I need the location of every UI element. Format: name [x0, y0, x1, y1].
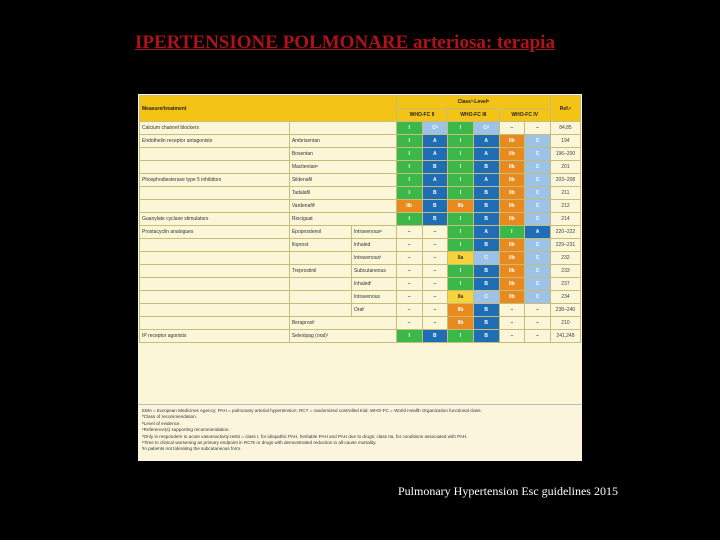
class-cell: I — [448, 330, 474, 343]
class-cell: – — [396, 317, 422, 330]
level-cell: B — [473, 278, 499, 291]
class-cell: IIb — [499, 200, 525, 213]
measure-cell — [140, 317, 290, 330]
header-measure: Measure/treatment — [140, 96, 397, 122]
route-cell: Subcutaneous — [351, 265, 396, 278]
ref-cell: 212 — [550, 200, 580, 213]
table-footnotes — [138, 404, 582, 461]
level-cell: – — [422, 265, 448, 278]
recommendation-table-image — [138, 94, 582, 461]
level-cell: – — [422, 304, 448, 317]
class-cell: I — [448, 239, 474, 252]
class-cell: – — [499, 317, 525, 330]
level-cell: C — [525, 200, 551, 213]
table-row — [140, 252, 581, 265]
class-cell: I — [499, 226, 525, 239]
level-cell: B — [473, 213, 499, 226]
level-cell: B — [422, 200, 448, 213]
class-cell: – — [396, 226, 422, 239]
ref-cell: 238–240 — [550, 304, 580, 317]
slide-caption: Pulmonary Hypertension Esc guidelines 2015 — [398, 484, 618, 498]
route-cell: Oralᶠ — [351, 304, 396, 317]
ref-cell: 232 — [550, 252, 580, 265]
measure-cell — [140, 148, 290, 161]
class-cell: I — [396, 187, 422, 200]
level-cell: A — [473, 226, 499, 239]
level-cell: C — [473, 252, 499, 265]
class-cell: IIb — [499, 278, 525, 291]
level-cell: B — [473, 161, 499, 174]
class-cell: I — [396, 122, 422, 135]
class-cell: – — [396, 278, 422, 291]
drug-cell: Treprostinil — [289, 265, 351, 278]
ref-cell: 220–222 — [550, 226, 580, 239]
route-cell: Inhaled — [351, 239, 396, 252]
level-cell: B — [422, 330, 448, 343]
level-cell: B — [473, 187, 499, 200]
class-cell: IIb — [499, 252, 525, 265]
level-cell: A — [422, 174, 448, 187]
level-cell: C — [525, 278, 551, 291]
ref-cell: 237 — [550, 278, 580, 291]
table-row — [140, 265, 581, 278]
drug-cell: Riociguat — [289, 213, 396, 226]
level-cell: C — [473, 291, 499, 304]
level-cell: – — [422, 226, 448, 239]
table-row — [140, 148, 581, 161]
level-cell: C — [525, 187, 551, 200]
table-row — [140, 213, 581, 226]
level-cell: – — [525, 304, 551, 317]
level-cell: A — [473, 174, 499, 187]
measure-cell — [140, 291, 290, 304]
class-cell: IIb — [499, 265, 525, 278]
drug-cell — [289, 278, 351, 291]
level-cell: B — [473, 317, 499, 330]
class-cell: – — [396, 252, 422, 265]
class-cell: IIb — [499, 187, 525, 200]
ref-cell: 211 — [550, 187, 580, 200]
class-cell: IIb — [499, 161, 525, 174]
ref-cell: 241,248 — [550, 330, 580, 343]
route-cell: Inhaledᶠ — [351, 278, 396, 291]
route-cell: Intravenousᵉ — [351, 226, 396, 239]
level-cell: – — [525, 122, 551, 135]
level-cell: B — [473, 265, 499, 278]
class-cell: I — [448, 265, 474, 278]
drug-cell: Ambrisentan — [289, 135, 396, 148]
table-row — [140, 304, 581, 317]
route-cell: Intravenous — [351, 291, 396, 304]
route-cell: Intravenousᶠ — [351, 252, 396, 265]
measure-cell — [140, 200, 290, 213]
slide-title: IPERTENSIONE POLMONARE arteriosa: terapia — [135, 32, 555, 53]
class-cell: I — [396, 213, 422, 226]
measure-cell: Phosphodiesterase type 5 inhibitors — [140, 174, 290, 187]
class-cell: I — [448, 213, 474, 226]
measure-cell — [140, 278, 290, 291]
drug-cell: Tadalafil — [289, 187, 396, 200]
ref-cell: 210 — [550, 317, 580, 330]
footnote: ᶜReference(s) supporting recommendation. — [142, 427, 230, 433]
ref-cell: 84,85 — [550, 122, 580, 135]
ref-cell: 233 — [550, 265, 580, 278]
class-cell: IIb — [499, 291, 525, 304]
level-cell: – — [422, 291, 448, 304]
level-cell: B — [422, 161, 448, 174]
header-fc-4: WHO-FC IV — [499, 109, 550, 122]
table-row — [140, 135, 581, 148]
measure-cell: Calcium channel blockers — [140, 122, 290, 135]
class-cell: IIa — [448, 252, 474, 265]
header-ref: Ref.ᶜ — [550, 96, 580, 122]
measure-cell — [140, 187, 290, 200]
footnote: ᵉTime to clinical worsening as primary endpoint in RCTs or drugs with demonstrated reduction in all-cause mortality. — [142, 440, 377, 446]
level-cell: A — [422, 135, 448, 148]
level-cell: A — [422, 148, 448, 161]
level-cell: C — [525, 135, 551, 148]
class-cell: IIb — [396, 200, 422, 213]
class-cell: IIb — [499, 148, 525, 161]
footnote: ᵇLevel of evidence. — [142, 420, 181, 426]
level-cell: C — [525, 161, 551, 174]
class-cell: IIb — [499, 135, 525, 148]
drug-cell — [289, 252, 351, 265]
level-cell: Cᵈ — [422, 122, 448, 135]
table-row — [140, 200, 581, 213]
drug-cell: Selexipag (oral)ᶠ — [289, 330, 396, 343]
table-row — [140, 174, 581, 187]
level-cell: B — [473, 239, 499, 252]
level-cell: C — [525, 239, 551, 252]
level-cell: – — [422, 239, 448, 252]
level-cell: A — [473, 135, 499, 148]
level-cell: B — [473, 330, 499, 343]
class-cell: I — [448, 226, 474, 239]
measure-cell: Endothelin receptor antagonists — [140, 135, 290, 148]
class-cell: I — [448, 161, 474, 174]
measure-cell — [140, 239, 290, 252]
ref-cell: 203–208 — [550, 174, 580, 187]
class-cell: – — [499, 330, 525, 343]
class-cell: I — [448, 122, 474, 135]
class-cell: I — [448, 135, 474, 148]
class-cell: IIb — [499, 239, 525, 252]
level-cell: C — [525, 174, 551, 187]
class-cell: – — [396, 304, 422, 317]
class-cell: I — [448, 278, 474, 291]
level-cell: – — [422, 278, 448, 291]
class-cell: I — [396, 330, 422, 343]
header-class-level: Classª-Levelᵇ — [396, 96, 550, 109]
level-cell: A — [473, 148, 499, 161]
drug-cell: Iloprost — [289, 239, 351, 252]
ref-cell: 234 — [550, 291, 580, 304]
ref-cell: 201 — [550, 161, 580, 174]
footnote: EMA = European Medicines Agency; PAH = pulmonary arterial hypertension; RCT = randomized controlled trial; WHO-FC = World Health Organization functional class. — [142, 408, 482, 413]
class-cell: I — [448, 174, 474, 187]
header-fc-2: WHO-FC II — [396, 109, 447, 122]
class-cell: – — [396, 265, 422, 278]
drug-cell: Beraprostᶠ — [289, 317, 396, 330]
footnote: ᶠIn patients not tolerating the subcutaneous form. — [142, 446, 242, 452]
class-cell: IIb — [448, 317, 474, 330]
table-row — [140, 317, 581, 330]
table-row — [140, 330, 581, 343]
measure-cell: Guanylate cyclase stimulators — [140, 213, 290, 226]
class-cell: I — [396, 174, 422, 187]
level-cell: – — [525, 317, 551, 330]
drug-cell — [289, 291, 351, 304]
class-cell: IIb — [499, 174, 525, 187]
level-cell: – — [422, 317, 448, 330]
class-cell: I — [396, 148, 422, 161]
level-cell: – — [525, 330, 551, 343]
drug-cell: Macitentanᵉ — [289, 161, 396, 174]
drug-cell — [289, 122, 396, 135]
ref-cell: 229–231 — [550, 239, 580, 252]
table-row — [140, 226, 581, 239]
level-cell: B — [422, 213, 448, 226]
class-cell: IIb — [448, 200, 474, 213]
class-cell: – — [499, 122, 525, 135]
drug-cell: Epoprostenol — [289, 226, 351, 239]
drug-cell: Vardenafilᶠ — [289, 200, 396, 213]
measure-cell — [140, 304, 290, 317]
table-row — [140, 161, 581, 174]
level-cell: B — [473, 304, 499, 317]
level-cell: Cᵈ — [473, 122, 499, 135]
level-cell: C — [525, 265, 551, 278]
level-cell: B — [473, 200, 499, 213]
level-cell: C — [525, 252, 551, 265]
drug-cell: Sildenafil — [289, 174, 396, 187]
level-cell: C — [525, 213, 551, 226]
measure-cell — [140, 252, 290, 265]
level-cell: A — [525, 226, 551, 239]
table-row — [140, 278, 581, 291]
measure-cell: IP receptor agonists — [140, 330, 290, 343]
recommendation-table — [139, 95, 581, 343]
header-fc-3: WHO-FC III — [448, 109, 499, 122]
class-cell: I — [448, 148, 474, 161]
measure-cell — [140, 265, 290, 278]
class-cell: IIb — [499, 213, 525, 226]
class-cell: – — [499, 304, 525, 317]
class-cell: – — [396, 291, 422, 304]
ref-cell: 214 — [550, 213, 580, 226]
drug-cell — [289, 304, 351, 317]
class-cell: I — [396, 161, 422, 174]
class-cell: I — [396, 135, 422, 148]
level-cell: C — [525, 291, 551, 304]
class-cell: – — [396, 239, 422, 252]
level-cell: – — [422, 252, 448, 265]
table-row — [140, 122, 581, 135]
measure-cell: Prostacyclin analogues — [140, 226, 290, 239]
table-row — [140, 187, 581, 200]
class-cell: I — [448, 187, 474, 200]
class-cell: IIb — [448, 304, 474, 317]
table-row — [140, 239, 581, 252]
class-cell: IIa — [448, 291, 474, 304]
drug-cell: Bosentan — [289, 148, 396, 161]
ref-cell: 194 — [550, 135, 580, 148]
ref-cell: 196–200 — [550, 148, 580, 161]
level-cell: C — [525, 148, 551, 161]
measure-cell — [140, 161, 290, 174]
footnote: ªClass of recommendation. — [142, 414, 198, 420]
level-cell: B — [422, 187, 448, 200]
table-row — [140, 291, 581, 304]
footnote: ᵈOnly in responders to acute vasoreactivity tests = class I, for idiopathic PAH, heritable PAH and PAH due to drugs; class IIa, for conditions associated with PAH. — [142, 433, 468, 439]
